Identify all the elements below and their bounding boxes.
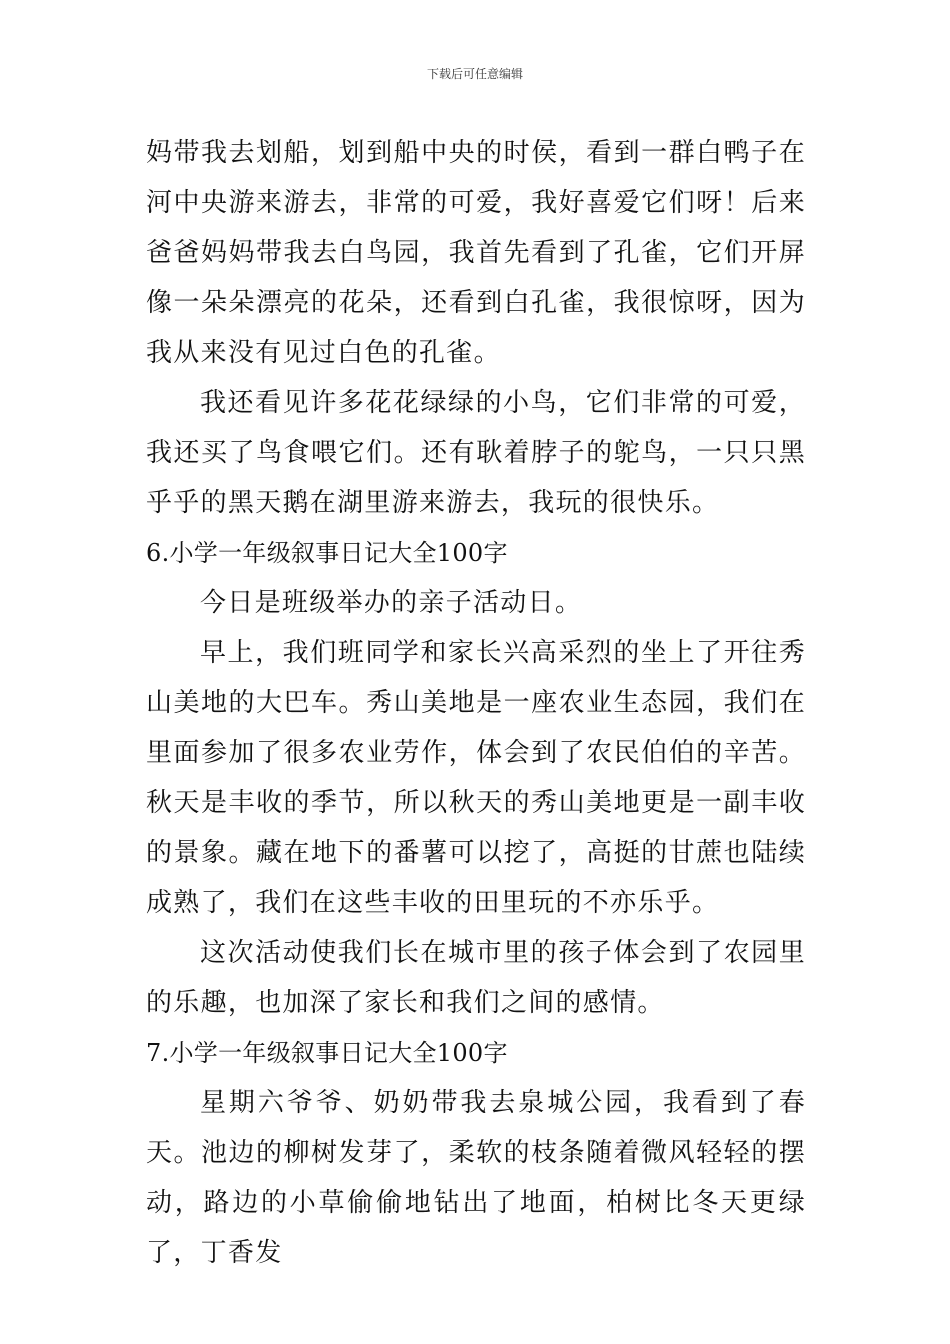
- section-heading: 6.小学一年级叙事日记大全100字: [146, 539, 508, 567]
- paragraph: 星期六爷爷、奶奶带我去泉城公园，我看到了春天。池边的柳树发芽了，柔软的枝条随着微风轻轻的摆动，路边的小草偷偷地钻出了地面，柏树比冬天更绿了，丁香发: [146, 1088, 806, 1268]
- section-heading: 7.小学一年级叙事日记大全100字: [146, 1039, 508, 1067]
- paragraph: 早上，我们班同学和家长兴高采烈的坐上了开往秀山美地的大巴车。秀山美地是一座农业生态园，我们在里面参加了很多农业劳作，体会到了农民伯伯的辛苦。秋天是丰收的季节，所以秋天的秀山美地更是一副丰收的景象。藏在地下的番薯可以挖了，高挺的甘蔗也陆续成熟了，我们在这些丰收的田里玩的不亦乐乎。: [146, 638, 806, 918]
- paragraph: 我还看见许多花花绿绿的小鸟，它们非常的可爱，我还买了鸟食喂它们。还有耿着脖子的鸵鸟，一只只黑乎乎的黑天鹅在湖里游来游去，我玩的很快乐。: [146, 388, 806, 518]
- paragraph: 这次活动使我们长在城市里的孩子体会到了农园里的乐趣，也加深了家长和我们之间的感情。: [146, 938, 806, 1018]
- document-body: [146, 128, 806, 1278]
- paragraph: 妈带我去划船，划到船中央的时侯，看到一群白鸭子在河中央游来游去，非常的可爱，我好喜爱它们呀！后来爸爸妈妈带我去白鸟园，我首先看到了孔雀，它们开屏像一朵朵漂亮的花朵，还看到白孔雀，我很惊呀，因为我从来没有见过白色的孔雀。: [146, 138, 806, 368]
- page-header: 下载后可任意编辑: [426, 67, 523, 81]
- paragraph: 今日是班级举办的亲子活动日。: [200, 588, 583, 618]
